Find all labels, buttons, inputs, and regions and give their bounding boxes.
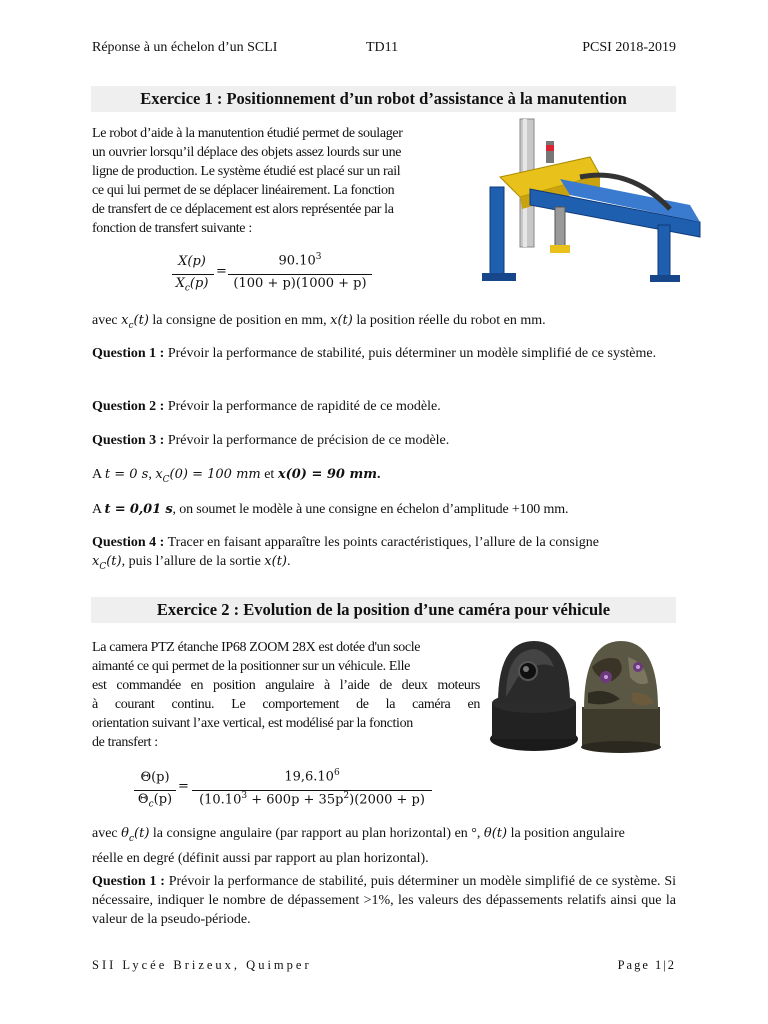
exercise2-intro-line: de transfert :	[92, 735, 158, 750]
exercise1-transfer-function	[170, 252, 380, 296]
exercise1-step-input	[92, 500, 676, 519]
exercise2-title: Exercice 2 : Evolution de la position d’une caméra pour véhicule	[91, 597, 676, 623]
var-xc-tail: (t)	[133, 313, 149, 328]
var-x: x(t)	[330, 313, 353, 328]
tf2-rhs-num-sup: 6	[333, 768, 340, 778]
exercise2-intro	[92, 638, 480, 752]
var-xc-tail: (t)	[106, 554, 122, 569]
text: .	[377, 467, 381, 482]
tf1-lhs-numerator	[170, 254, 214, 269]
text: , on soumet le modèle à une consigne en échelon d’amplitude +100 mm.	[172, 502, 569, 517]
exercise1-question2	[92, 397, 676, 416]
exercise2-intro-line: aimanté ce qui permet de la positionner sur un véhicule. Elle	[92, 659, 411, 674]
exercise1-intro-line: de transfert de ce déplacement est alors représentée par la	[92, 202, 394, 217]
question-label: Question 1 :	[92, 346, 165, 361]
tf2-lhs-num-text: Θ(p)	[140, 770, 170, 785]
var-thetac: θ	[121, 826, 129, 841]
var-x: x(t)	[264, 554, 287, 569]
exercise1-intro-line: ligne de production. Le système étudié est placé sur un rail	[92, 164, 401, 179]
tf2-lhs-den-sub: c	[148, 799, 154, 810]
tf2-lhs-den-tail: (p)	[153, 792, 173, 807]
exercise2-intro-line: est commandée en position angulaire à l’aide de deux moteurs	[92, 678, 480, 693]
exercise1-question3	[92, 431, 676, 450]
tf2-rhs-numerator	[192, 768, 432, 784]
text: avec	[92, 313, 122, 328]
var-thetac-tail: (t)	[134, 826, 150, 841]
tf1-lhs-bar	[172, 274, 214, 275]
exercise1-initial-conditions	[92, 465, 676, 490]
var-xc: x	[155, 467, 163, 482]
tf2-den-part: )(2000 + p)	[349, 792, 425, 808]
tf1-lhs-den-tail: (p)	[189, 276, 209, 291]
exercise1-intro-line: Le robot d’aide à la manutention étudié permet de soulager	[92, 126, 403, 141]
var-xc: x	[92, 554, 100, 569]
var-x-value: x(0) = 90 mm	[277, 467, 377, 482]
footer-left: SII Lycée Brizeux, Quimper	[92, 958, 312, 972]
tf1-equals: =	[216, 264, 227, 279]
exercise1-intro-line: fonction de transfert suivante :	[92, 221, 252, 236]
footer-page-number: Page 1|2	[617, 958, 676, 972]
tf1-lhs-num-text: X(p)	[178, 254, 206, 269]
time-value: t = 0,01 s	[104, 502, 173, 517]
text: ,	[148, 467, 156, 482]
exercise2-intro-line: La camera PTZ étanche IP68 ZOOM 28X est dotée d'un socle	[92, 640, 421, 655]
tf2-den-part: (10.10	[199, 792, 242, 808]
exercise2-question1	[92, 872, 676, 929]
exercise1-intro-line: un ouvrier lorsqu’il déplace des objets assez lourds sur une	[92, 145, 402, 160]
var-xc-sub: C	[99, 561, 107, 572]
tf2-rhs-num-text: 19,6.10	[284, 769, 334, 785]
header-left: Réponse à un échelon d’un SCLI	[92, 40, 278, 55]
tf2-lhs-numerator	[134, 770, 176, 785]
header-right: PCSI 2018-2019	[582, 40, 676, 55]
exercise1-definitions	[92, 311, 676, 336]
question-label: Question 2 :	[92, 399, 165, 414]
text: et	[260, 467, 278, 482]
question-text: Prévoir la performance de stabilité, puis déterminer un modèle simplifié de ce système. Si nécessaire, indiquer le nombre de dépassement >1%, les valeurs des dépassements relatifs ainsi que la valeur de la pseudo-période.	[92, 874, 676, 927]
question-text: Prévoir la performance de précision de ce modèle.	[164, 433, 450, 448]
tf2-equals: =	[178, 779, 189, 794]
text: la position réelle du robot en mm.	[352, 313, 546, 328]
question-label: Question 1 :	[92, 874, 165, 889]
tf1-rhs-num-text: 90.10	[278, 253, 316, 269]
tf2-lhs-bar	[134, 790, 176, 791]
text: la consigne angulaire (par rapport au plan horizontal) en °,	[149, 826, 484, 841]
question-text: , puis l’allure de la sortie	[121, 554, 265, 569]
tf2-den-part: + 600p + 35p	[247, 792, 344, 808]
tf1-lhs-den-sub: c	[184, 283, 190, 294]
text: la consigne de position en mm,	[148, 313, 331, 328]
text: la position angulaire	[507, 826, 625, 841]
tf1-lhs-den-var: X	[175, 276, 185, 291]
exercise1-question4	[92, 533, 676, 577]
tf1-rhs-bar	[228, 274, 372, 275]
cameras-image	[488, 637, 666, 755]
question-label: Question 4 :	[92, 535, 165, 550]
tf1-rhs-denominator	[228, 276, 372, 291]
header-center: TD11	[366, 40, 399, 55]
question-text: Tracer en faisant apparaître les points caractéristiques, l’allure de la consigne	[164, 535, 599, 550]
text: avec	[92, 826, 122, 841]
tf1-rhs-numerator	[228, 252, 372, 268]
exercise2-definitions	[92, 824, 676, 868]
var-xc-value: (0) = 100 mm	[169, 467, 261, 482]
var-theta: θ(t)	[483, 826, 508, 841]
tf2-lhs-denominator	[134, 792, 176, 810]
exercise1-intro-line: ce qui lui permet de se déplacer linéairement. La fonction	[92, 183, 395, 198]
question-label: Question 3 :	[92, 433, 165, 448]
text: A	[92, 502, 105, 517]
var-xc-sub: C	[162, 474, 170, 485]
tf1-lhs-denominator	[170, 276, 214, 294]
tf1-rhs-num-sup: 3	[315, 252, 322, 262]
exercise1-question1	[92, 344, 676, 363]
question-text: Prévoir la performance de stabilité, puis déterminer un modèle simplifié de ce système.	[164, 346, 657, 361]
exercise2-intro-line: à courant continu. Le comportement de la caméra en	[92, 697, 480, 712]
tf2-den-sup: 2	[343, 791, 350, 801]
var-thetac-sub: c	[128, 833, 135, 844]
text: A	[92, 467, 105, 482]
exercise1-title: Exercice 1 : Positionnement d’un robot d’assistance à la manutention	[91, 86, 676, 112]
tf2-rhs-denominator	[192, 791, 432, 807]
exercise2-intro-line: orientation suivant l’axe vertical, est modélisé par la fonction	[92, 716, 413, 731]
var-xc: x	[121, 313, 129, 328]
question-text: Prévoir la performance de rapidité de ce modèle.	[164, 399, 441, 414]
exercise2-transfer-function	[134, 768, 434, 812]
exercise1-intro	[92, 124, 452, 238]
text: réelle en degré (définit aussi par rapport au plan horizontal).	[92, 850, 429, 866]
text: .	[287, 554, 291, 569]
time-value: t = 0 s	[104, 467, 149, 482]
var-xc-sub: c	[128, 320, 134, 331]
robot-image	[460, 117, 708, 285]
tf2-lhs-den-var: Θ	[137, 792, 149, 807]
tf1-rhs-den-text: (100 + p)(1000 + p)	[233, 276, 367, 291]
tf2-den-sup: 3	[241, 791, 248, 801]
